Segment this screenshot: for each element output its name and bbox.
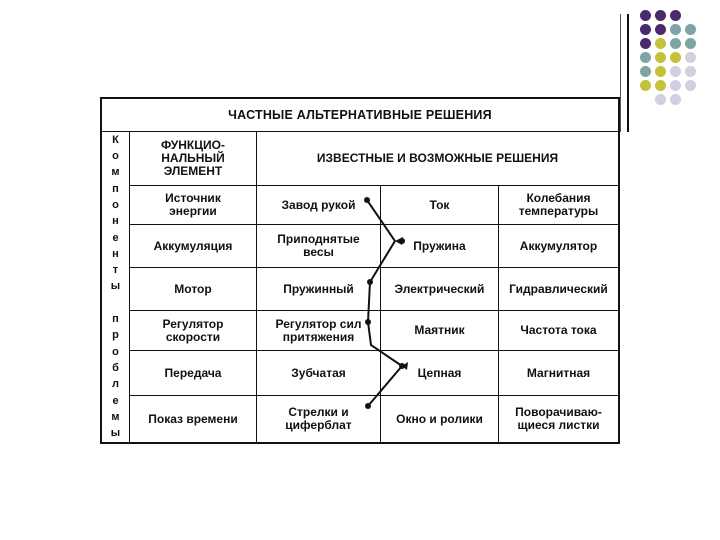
decor-dot [685,24,696,35]
cell-solution-3: Гидравлический [499,268,618,311]
cell-solution-1: Завод рукой [257,186,381,225]
decor-dot [640,38,651,49]
decor-dot [655,80,666,91]
cell-solution-3: Частота тока [499,311,618,351]
cell-solution-2: Ток [381,186,499,225]
side-label-letter: м [111,166,120,179]
decor-dot-grid [640,10,712,120]
side-label-letter: е [112,394,119,407]
cell-element: Источник энергии [130,186,257,225]
cell-solution-2: Пружина [381,225,499,268]
cell-element: Регулятор скорости [130,311,257,351]
cell-element: Аккумуляция [130,225,257,268]
decor-dot [640,80,651,91]
decor-dot [685,38,696,49]
cell-solution-2: Маятник [381,311,499,351]
cell-solution-3: Магнитная [499,351,618,396]
cell-solution-1: Регулятор сил притяжения [257,311,381,351]
decor-dot [670,52,681,63]
cell-solution-2: Окно и ролики [381,396,499,442]
decor-dot [640,66,651,77]
side-label-letter: р [112,329,119,342]
side-label-letter: ы [110,280,121,293]
decor-dot [685,80,696,91]
decor-dot [655,38,666,49]
cell-solution-3: Поворачиваю- щиеся листки [515,405,602,432]
decor-dot [655,94,666,105]
side-label-letter: К [112,133,119,146]
cell-solution-3: Аккумулятор [499,225,618,268]
decor-dot [685,52,696,63]
decor-dot [670,66,681,77]
cell-element: Показ времени [130,396,257,442]
cell-element: Мотор [130,268,257,311]
decor-dot [640,52,651,63]
decor-dot [655,24,666,35]
side-label-letter: о [112,149,119,162]
side-label-letter: п [112,313,119,326]
decor-dot [685,66,696,77]
cell-solution-2: Электрический [381,268,499,311]
decor-line-thin [620,14,621,132]
header-solutions: ИЗВЕСТНЫЕ И ВОЗМОЖНЫЕ РЕШЕНИЯ [257,132,618,186]
decor-dot [670,38,681,49]
decor-dot [640,10,651,21]
alternatives-table [100,97,620,444]
decor-dot [655,10,666,21]
side-label-letter: н [112,247,119,260]
cell-solution-1: Пружинный [257,268,381,311]
side-label-letter: т [112,264,119,277]
side-label-letter: м [111,410,120,423]
cell-solution-2: Цепная [381,351,499,396]
decor-dot [655,52,666,63]
side-label-letter: л [112,378,119,391]
side-label-letter: е [112,231,119,244]
cell-solution-1: Зубчатая [257,351,381,396]
decor-dot [670,10,681,21]
decor-line [627,14,629,132]
decor-dot [670,24,681,35]
side-label-letter: б [112,362,119,375]
side-label-problem-components [102,132,130,442]
side-label-letter: о [112,198,119,211]
header-functional-element: ФУНКЦИО- НАЛЬНЫЙ ЭЛЕМЕНТ [130,132,257,186]
decor-dot [670,94,681,105]
side-label-letter: о [112,345,119,358]
decor-dot [670,80,681,91]
cell-solution-1: Стрелки и циферблат [257,396,381,442]
table-title: ЧАСТНЫЕ АЛЬТЕРНАТИВНЫЕ РЕШЕНИЯ [102,99,618,132]
side-label-letter: п [112,182,119,195]
decor-dot [640,24,651,35]
side-label-letter: ы [110,427,121,440]
side-label-letter: н [112,215,119,228]
cell-element: Передача [130,351,257,396]
decor-dot [655,66,666,77]
cell-solution-3: Колебания температуры [499,186,618,225]
cell-solution-1: Приподнятые весы [257,225,381,268]
